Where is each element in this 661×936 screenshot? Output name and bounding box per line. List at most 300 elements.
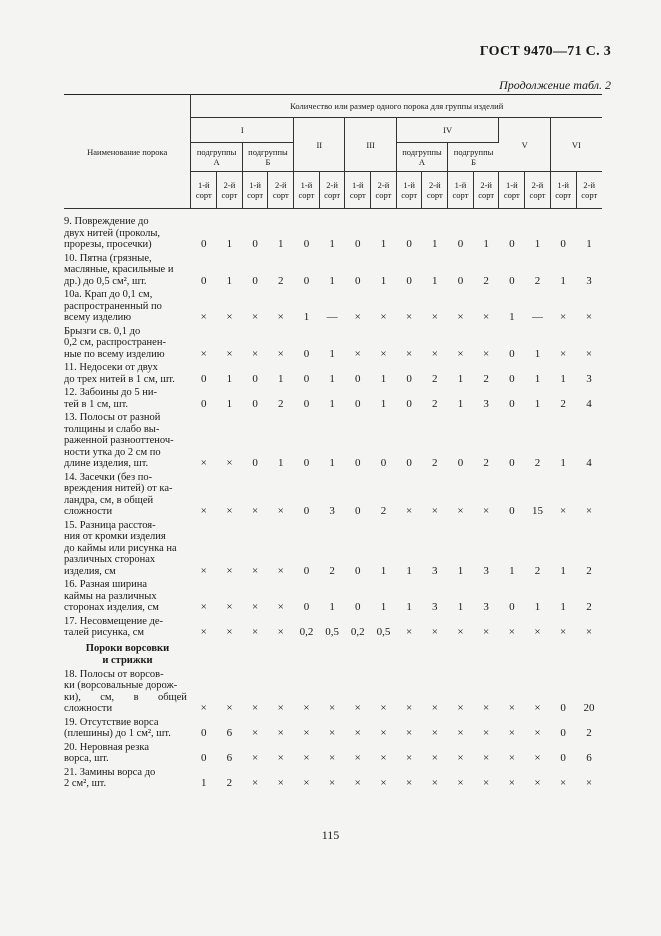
- defect-value: 0: [406, 372, 412, 385]
- group-header-4: IV: [396, 118, 499, 143]
- grade-header: 2-й сорт: [576, 172, 602, 209]
- defect-value: ×: [380, 777, 387, 789]
- defect-value: 0: [355, 274, 361, 287]
- defect-value: 0: [201, 397, 207, 410]
- defect-value: 3: [586, 274, 592, 287]
- table-continuation-label: Продолжение табл. 2: [499, 78, 611, 92]
- defect-value: ×: [431, 777, 438, 789]
- defect-value: 0,5: [325, 626, 339, 638]
- defect-value: 0: [509, 274, 515, 287]
- defect-value: 15: [531, 505, 543, 517]
- defect-value: 1: [457, 397, 464, 410]
- defect-value: 1: [226, 274, 233, 287]
- defect-value: 2: [278, 397, 284, 410]
- defect-value: 0: [303, 274, 310, 287]
- grade-header: 1-й сорт: [550, 172, 576, 209]
- defect-value: ×: [303, 702, 310, 714]
- defect-value: 0: [509, 238, 515, 250]
- defect-value: ×: [431, 752, 438, 764]
- defect-value: 0: [509, 601, 515, 613]
- defect-value: 0: [252, 457, 258, 469]
- defect-value: ×: [200, 702, 207, 714]
- group-header-1: I: [191, 118, 294, 143]
- defect-value: ×: [251, 626, 259, 638]
- defect-value: ×: [380, 727, 387, 739]
- defect-value: ×: [457, 311, 464, 323]
- defect-value: 1: [509, 564, 515, 577]
- defect-name: 14. Засечки (без по- вреждения нитей) от ка- ландра, см, в общей сложности: [64, 471, 173, 517]
- defect-value: ×: [226, 347, 233, 360]
- page-number: 115: [321, 828, 340, 842]
- defect-value: 1: [329, 238, 335, 250]
- group-header-5: V: [499, 118, 550, 172]
- defect-value: 1: [534, 601, 541, 613]
- defect-value: 0: [560, 238, 566, 250]
- defect-value: ×: [200, 311, 207, 323]
- defect-value: 4: [586, 457, 592, 469]
- defect-value: 0: [406, 274, 412, 287]
- defect-name: 20. Неровная резка ворса, шт.: [64, 741, 149, 764]
- defect-value: ×: [508, 626, 515, 638]
- defect-value: ×: [251, 347, 259, 360]
- defect-name: Брызги св. 0,1 до 0,2 см, распространен- ные по всему изделию: [64, 325, 166, 360]
- defect-value: ×: [483, 702, 490, 714]
- table-row: [64, 386, 602, 411]
- defect-value: ×: [251, 601, 259, 613]
- defect-value: 0: [355, 564, 361, 577]
- defect-value: 1: [406, 601, 412, 613]
- grade-header: 2-й сорт: [422, 172, 448, 209]
- defect-value: ×: [251, 311, 259, 323]
- defect-value: 0: [457, 274, 464, 287]
- defect-value: ×: [431, 626, 438, 638]
- defect-value: ×: [534, 777, 541, 789]
- defect-value: 2: [432, 397, 438, 410]
- defect-value: 3: [586, 372, 592, 385]
- defect-name: 9. Повреждение до двух нитей (проколы, прорезы, просечки): [64, 216, 161, 250]
- defect-value: ×: [431, 702, 438, 714]
- subgroup-header-1a: подгруппы А: [191, 143, 242, 172]
- defect-value: 0: [303, 457, 310, 469]
- defect-value: ×: [431, 311, 438, 323]
- defect-value: ×: [354, 311, 361, 323]
- defect-value: 2: [534, 564, 541, 577]
- defect-value: ×: [534, 727, 541, 739]
- defect-value: 1: [303, 311, 310, 323]
- defect-value: ×: [277, 564, 284, 577]
- defect-value: 1: [483, 238, 489, 250]
- defect-value: ×: [251, 752, 259, 764]
- defect-value: 2: [329, 564, 335, 577]
- defect-value: 6: [586, 752, 592, 764]
- defect-value: 1: [380, 372, 387, 385]
- defect-value: ×: [406, 702, 413, 714]
- defect-name: 11. Недосеки от двух до трех нитей в 1 см, шт.: [64, 362, 175, 385]
- defect-value: 2: [380, 505, 387, 517]
- defect-value: 1: [380, 238, 387, 250]
- defect-value: ×: [251, 777, 259, 789]
- table-row: [64, 325, 602, 362]
- grade-header: 1-й сорт: [191, 172, 217, 209]
- defect-value: ×: [585, 347, 593, 360]
- defect-value: 0: [355, 601, 361, 613]
- defect-value: ×: [200, 505, 207, 517]
- defect-value: 0: [303, 238, 310, 250]
- defect-value: 0: [355, 372, 361, 385]
- defect-value: ×: [226, 505, 233, 517]
- defect-value: 2: [432, 457, 438, 469]
- defect-value: ×: [354, 777, 361, 789]
- table-row: [64, 519, 602, 579]
- subgroup-header-1b: подгруппы Б: [242, 143, 293, 172]
- defect-value: 0: [201, 274, 207, 287]
- defect-value: ×: [251, 727, 259, 739]
- defect-value: ×: [406, 311, 413, 323]
- defect-value: 1: [329, 274, 335, 287]
- defect-value: 1: [278, 457, 284, 469]
- grade-header: 1-й сорт: [448, 172, 474, 209]
- standard-header: ГОСТ 9470—71 С. 3: [479, 44, 611, 59]
- group-header-3: III: [345, 118, 396, 172]
- defect-value: 1: [432, 274, 438, 287]
- defect-value: 0,2: [299, 626, 314, 638]
- defect-value: ×: [226, 702, 233, 714]
- defect-value: ×: [483, 752, 490, 764]
- defect-value: ×: [483, 311, 490, 323]
- defect-name: 13. Полосы от разной толщины и слабо вы- раженной разнооттеноч- ности утка до 2 см по длине изделия, шт.: [64, 412, 174, 469]
- defect-value: ×: [277, 752, 284, 764]
- defect-value: 1: [560, 457, 566, 469]
- defect-value: 0: [406, 457, 412, 469]
- defect-value: ×: [277, 702, 284, 714]
- defect-value: 0: [303, 372, 310, 385]
- defect-value: ×: [251, 702, 259, 714]
- defect-value: 1: [432, 238, 438, 250]
- defect-value: 0: [560, 752, 566, 764]
- defect-value: ×: [508, 727, 515, 739]
- defect-value: 0: [201, 372, 207, 385]
- defect-value: —: [531, 311, 543, 323]
- defect-value: ×: [277, 777, 284, 789]
- defect-value: 0: [252, 274, 258, 287]
- defect-value: 2: [534, 274, 541, 287]
- table-row: [64, 288, 602, 325]
- defect-value: 0: [457, 238, 464, 250]
- table-row: [64, 215, 602, 252]
- defect-value: ×: [483, 727, 490, 739]
- subgroup-header-4b: подгруппы Б: [448, 143, 499, 172]
- defect-value: 2: [534, 457, 541, 469]
- defect-value: ×: [226, 626, 233, 638]
- defect-value: ×: [560, 777, 567, 789]
- grade-header: 1-й сорт: [242, 172, 268, 209]
- defect-value: 2: [483, 274, 489, 287]
- defect-name: 10. Пятна (грязные, масляные, красильные и др.) до 0,5 см², шт.: [64, 252, 174, 287]
- section-title: Пороки ворсовки и стрижки: [85, 642, 170, 666]
- defect-value: 1: [226, 238, 233, 250]
- defect-value: 2: [560, 397, 566, 410]
- defect-value: ×: [457, 505, 464, 517]
- defect-value: 1: [560, 564, 566, 577]
- defect-value: ×: [251, 505, 259, 517]
- defect-value: 0: [509, 372, 515, 385]
- defect-value: 0,2: [350, 626, 365, 638]
- defects-table: [64, 94, 602, 791]
- defect-value: ×: [457, 777, 464, 789]
- defect-value: ×: [200, 457, 207, 469]
- defect-value: ×: [431, 505, 438, 517]
- defect-value: 3: [432, 601, 438, 613]
- table-body: [64, 209, 602, 791]
- defect-value: 2: [483, 372, 489, 385]
- defect-value: ×: [226, 457, 233, 469]
- defect-value: 2: [483, 457, 489, 469]
- grade-header: 1-й сорт: [294, 172, 320, 209]
- defect-value: 0: [303, 505, 310, 517]
- defect-value: 1: [329, 372, 335, 385]
- defect-value: ×: [585, 311, 593, 323]
- table-row: [64, 668, 602, 716]
- defect-value: ×: [534, 626, 541, 638]
- grade-header: 1-й сорт: [499, 172, 525, 209]
- defect-value: ×: [406, 777, 413, 789]
- defect-name: 15. Разница расстоя- ния от кромки изделия до каймы или рисунка на различных сторонах изделия, см: [64, 519, 177, 577]
- defect-value: ×: [457, 702, 464, 714]
- defect-value: 2: [586, 727, 592, 739]
- group-header-6: VI: [550, 118, 602, 172]
- defect-value: 1: [380, 601, 387, 613]
- defect-value: 1: [278, 238, 284, 250]
- defect-name: 16. Разная ширина каймы на различных сторонах изделия, см: [64, 579, 159, 613]
- table-row: [64, 252, 602, 289]
- table-header: [64, 95, 602, 209]
- defect-value: ×: [380, 702, 387, 714]
- defect-value: 0: [303, 601, 310, 613]
- defect-value: 0: [201, 727, 207, 739]
- defect-value: 1: [560, 372, 566, 385]
- table-row: [64, 578, 602, 615]
- grade-header: 2-й сорт: [217, 172, 243, 209]
- defect-value: ×: [303, 752, 310, 764]
- defect-value: 4: [586, 397, 592, 410]
- defect-value: 3: [329, 505, 335, 517]
- defect-value: 1: [586, 238, 592, 250]
- defect-value: ×: [380, 752, 387, 764]
- defect-value: 1: [560, 274, 566, 287]
- defect-value: 0: [509, 397, 515, 410]
- defect-value: 2: [226, 777, 233, 789]
- defect-value: 0: [252, 238, 258, 250]
- defect-value: ×: [560, 505, 567, 517]
- column-header-defect-name: Наименование порока: [64, 95, 191, 209]
- defect-value: 1: [329, 347, 335, 360]
- defect-value: ×: [226, 564, 233, 577]
- defect-value: 0: [406, 238, 412, 250]
- defect-value: ×: [329, 752, 336, 764]
- defect-value: 1: [329, 601, 335, 613]
- group-header-2: II: [294, 118, 345, 172]
- defect-value: 0: [303, 564, 310, 577]
- defect-value: 0: [509, 347, 515, 360]
- grade-header: 2-й сорт: [268, 172, 294, 209]
- defect-value: ×: [277, 505, 284, 517]
- defect-value: 0: [457, 457, 464, 469]
- defect-value: ×: [200, 564, 207, 577]
- defect-value: ×: [277, 311, 284, 323]
- defect-value: ×: [200, 347, 207, 360]
- defect-value: 1: [226, 397, 233, 410]
- defect-value: ×: [508, 752, 515, 764]
- grade-header: 2-й сорт: [319, 172, 345, 209]
- defect-value: 2: [586, 601, 592, 613]
- defect-value: 3: [483, 397, 489, 410]
- table-row: [64, 741, 602, 766]
- defect-value: 0,5: [376, 626, 391, 638]
- defect-value: 1: [329, 397, 335, 410]
- defect-value: 0: [406, 397, 412, 410]
- defect-value: ×: [200, 601, 207, 613]
- defect-value: ×: [560, 347, 567, 360]
- defect-value: ×: [431, 347, 438, 360]
- defect-value: ×: [585, 505, 593, 517]
- defect-value: 1: [380, 274, 387, 287]
- defect-name: 18. Полосы от ворсов- ки (ворсовальные дорож- ки), см, в общей сложности: [64, 668, 187, 714]
- defect-value: 0: [252, 397, 258, 410]
- defect-value: 1: [201, 777, 207, 789]
- defect-value: ×: [354, 752, 361, 764]
- defect-value: 0: [303, 347, 310, 360]
- defect-value: 0: [355, 505, 361, 517]
- defect-value: ×: [277, 626, 284, 638]
- grade-header: 1-й сорт: [345, 172, 371, 209]
- defect-value: 1: [534, 397, 541, 410]
- defect-value: ×: [380, 311, 387, 323]
- defect-value: ×: [457, 727, 464, 739]
- defect-value: 0: [509, 457, 515, 469]
- defect-name: 19. Отсутствие ворса (плешины) до 1 см², шт.: [64, 716, 171, 739]
- defect-value: ×: [585, 626, 593, 638]
- defect-value: 0: [355, 397, 361, 410]
- defect-value: 1: [534, 347, 541, 360]
- defect-value: ×: [329, 702, 336, 714]
- defect-value: ×: [483, 777, 490, 789]
- defect-value: 2: [586, 564, 592, 577]
- defect-value: 1: [457, 372, 464, 385]
- defect-value: 1: [406, 564, 412, 577]
- defect-value: ×: [354, 702, 361, 714]
- table-row: [64, 766, 602, 791]
- defect-value: 1: [457, 564, 464, 577]
- defect-value: 0: [509, 505, 515, 517]
- defect-value: 1: [278, 372, 284, 385]
- table-row: [64, 615, 602, 640]
- defect-value: ×: [277, 601, 284, 613]
- defect-name: 12. Забоины до 5 ни- тей в 1 см, шт.: [64, 387, 158, 410]
- defect-value: ×: [406, 505, 413, 517]
- defect-value: 1: [380, 564, 387, 577]
- defect-value: ×: [277, 727, 284, 739]
- defect-name: 10а. Крап до 0,1 см, распространенный по всему изделию: [64, 289, 162, 323]
- defect-value: ×: [251, 564, 259, 577]
- defect-value: 20: [583, 702, 595, 714]
- defect-value: ×: [406, 347, 413, 360]
- table-row: [64, 361, 602, 386]
- column-header-quantity: Количество или размер одного порока для группы изделий: [191, 95, 602, 118]
- defect-value: 0: [380, 457, 387, 469]
- grade-header: 1-й сорт: [396, 172, 422, 209]
- defect-value: ×: [457, 626, 464, 638]
- subgroup-header-4a: подгруппы А: [396, 143, 447, 172]
- defect-value: ×: [483, 626, 490, 638]
- table-row: [64, 411, 602, 471]
- defect-value: 0: [560, 702, 566, 714]
- defect-value: ×: [329, 727, 336, 739]
- defect-value: ×: [508, 777, 515, 789]
- defect-value: ×: [534, 752, 541, 764]
- defect-value: —: [326, 311, 338, 323]
- defect-value: ×: [329, 777, 336, 789]
- defect-value: 1: [329, 457, 335, 469]
- defect-value: 3: [483, 564, 489, 577]
- defect-value: ×: [303, 777, 310, 789]
- defect-value: 2: [432, 372, 438, 385]
- defect-name: 17. Несовмещение де- талей рисунка, см: [64, 615, 164, 638]
- table-row: [64, 716, 602, 741]
- grade-header: 2-й сорт: [473, 172, 499, 209]
- defect-value: 3: [483, 601, 489, 613]
- defect-value: 0: [252, 372, 258, 385]
- defect-value: ×: [560, 626, 567, 638]
- defect-value: ×: [406, 727, 413, 739]
- defect-value: 1: [534, 238, 541, 250]
- defect-value: ×: [303, 727, 310, 739]
- defect-value: 1: [509, 311, 515, 323]
- grade-header: 2-й сорт: [371, 172, 397, 209]
- defect-value: 0: [201, 238, 207, 250]
- defect-value: 0: [303, 397, 310, 410]
- defect-value: 6: [226, 727, 233, 739]
- defect-value: ×: [585, 777, 593, 789]
- defect-value: 0: [201, 752, 207, 764]
- defect-value: ×: [354, 347, 361, 360]
- defect-value: 3: [432, 564, 438, 577]
- defect-name: 21. Замины ворса до 2 см², шт.: [64, 766, 156, 789]
- defect-value: ×: [431, 727, 438, 739]
- defect-value: ×: [457, 752, 464, 764]
- grade-header: 2-й сорт: [525, 172, 551, 209]
- table-row: [64, 471, 602, 519]
- defect-value: 0: [355, 457, 361, 469]
- defect-value: ×: [457, 347, 464, 360]
- defect-value: 6: [226, 752, 233, 764]
- defect-value: ×: [508, 702, 515, 714]
- defect-value: 1: [457, 601, 464, 613]
- defect-value: ×: [534, 702, 541, 714]
- defect-value: ×: [354, 727, 361, 739]
- defect-value: ×: [380, 347, 387, 360]
- defect-value: ×: [483, 505, 490, 517]
- defect-value: 1: [534, 372, 541, 385]
- defect-value: 1: [380, 397, 387, 410]
- defect-value: ×: [406, 626, 413, 638]
- defect-value: 1: [226, 372, 233, 385]
- defect-value: 2: [278, 274, 284, 287]
- defect-value: 0: [560, 727, 566, 739]
- defect-value: 0: [355, 238, 361, 250]
- defect-value: ×: [483, 347, 490, 360]
- defect-value: ×: [226, 311, 233, 323]
- defect-value: ×: [277, 347, 284, 360]
